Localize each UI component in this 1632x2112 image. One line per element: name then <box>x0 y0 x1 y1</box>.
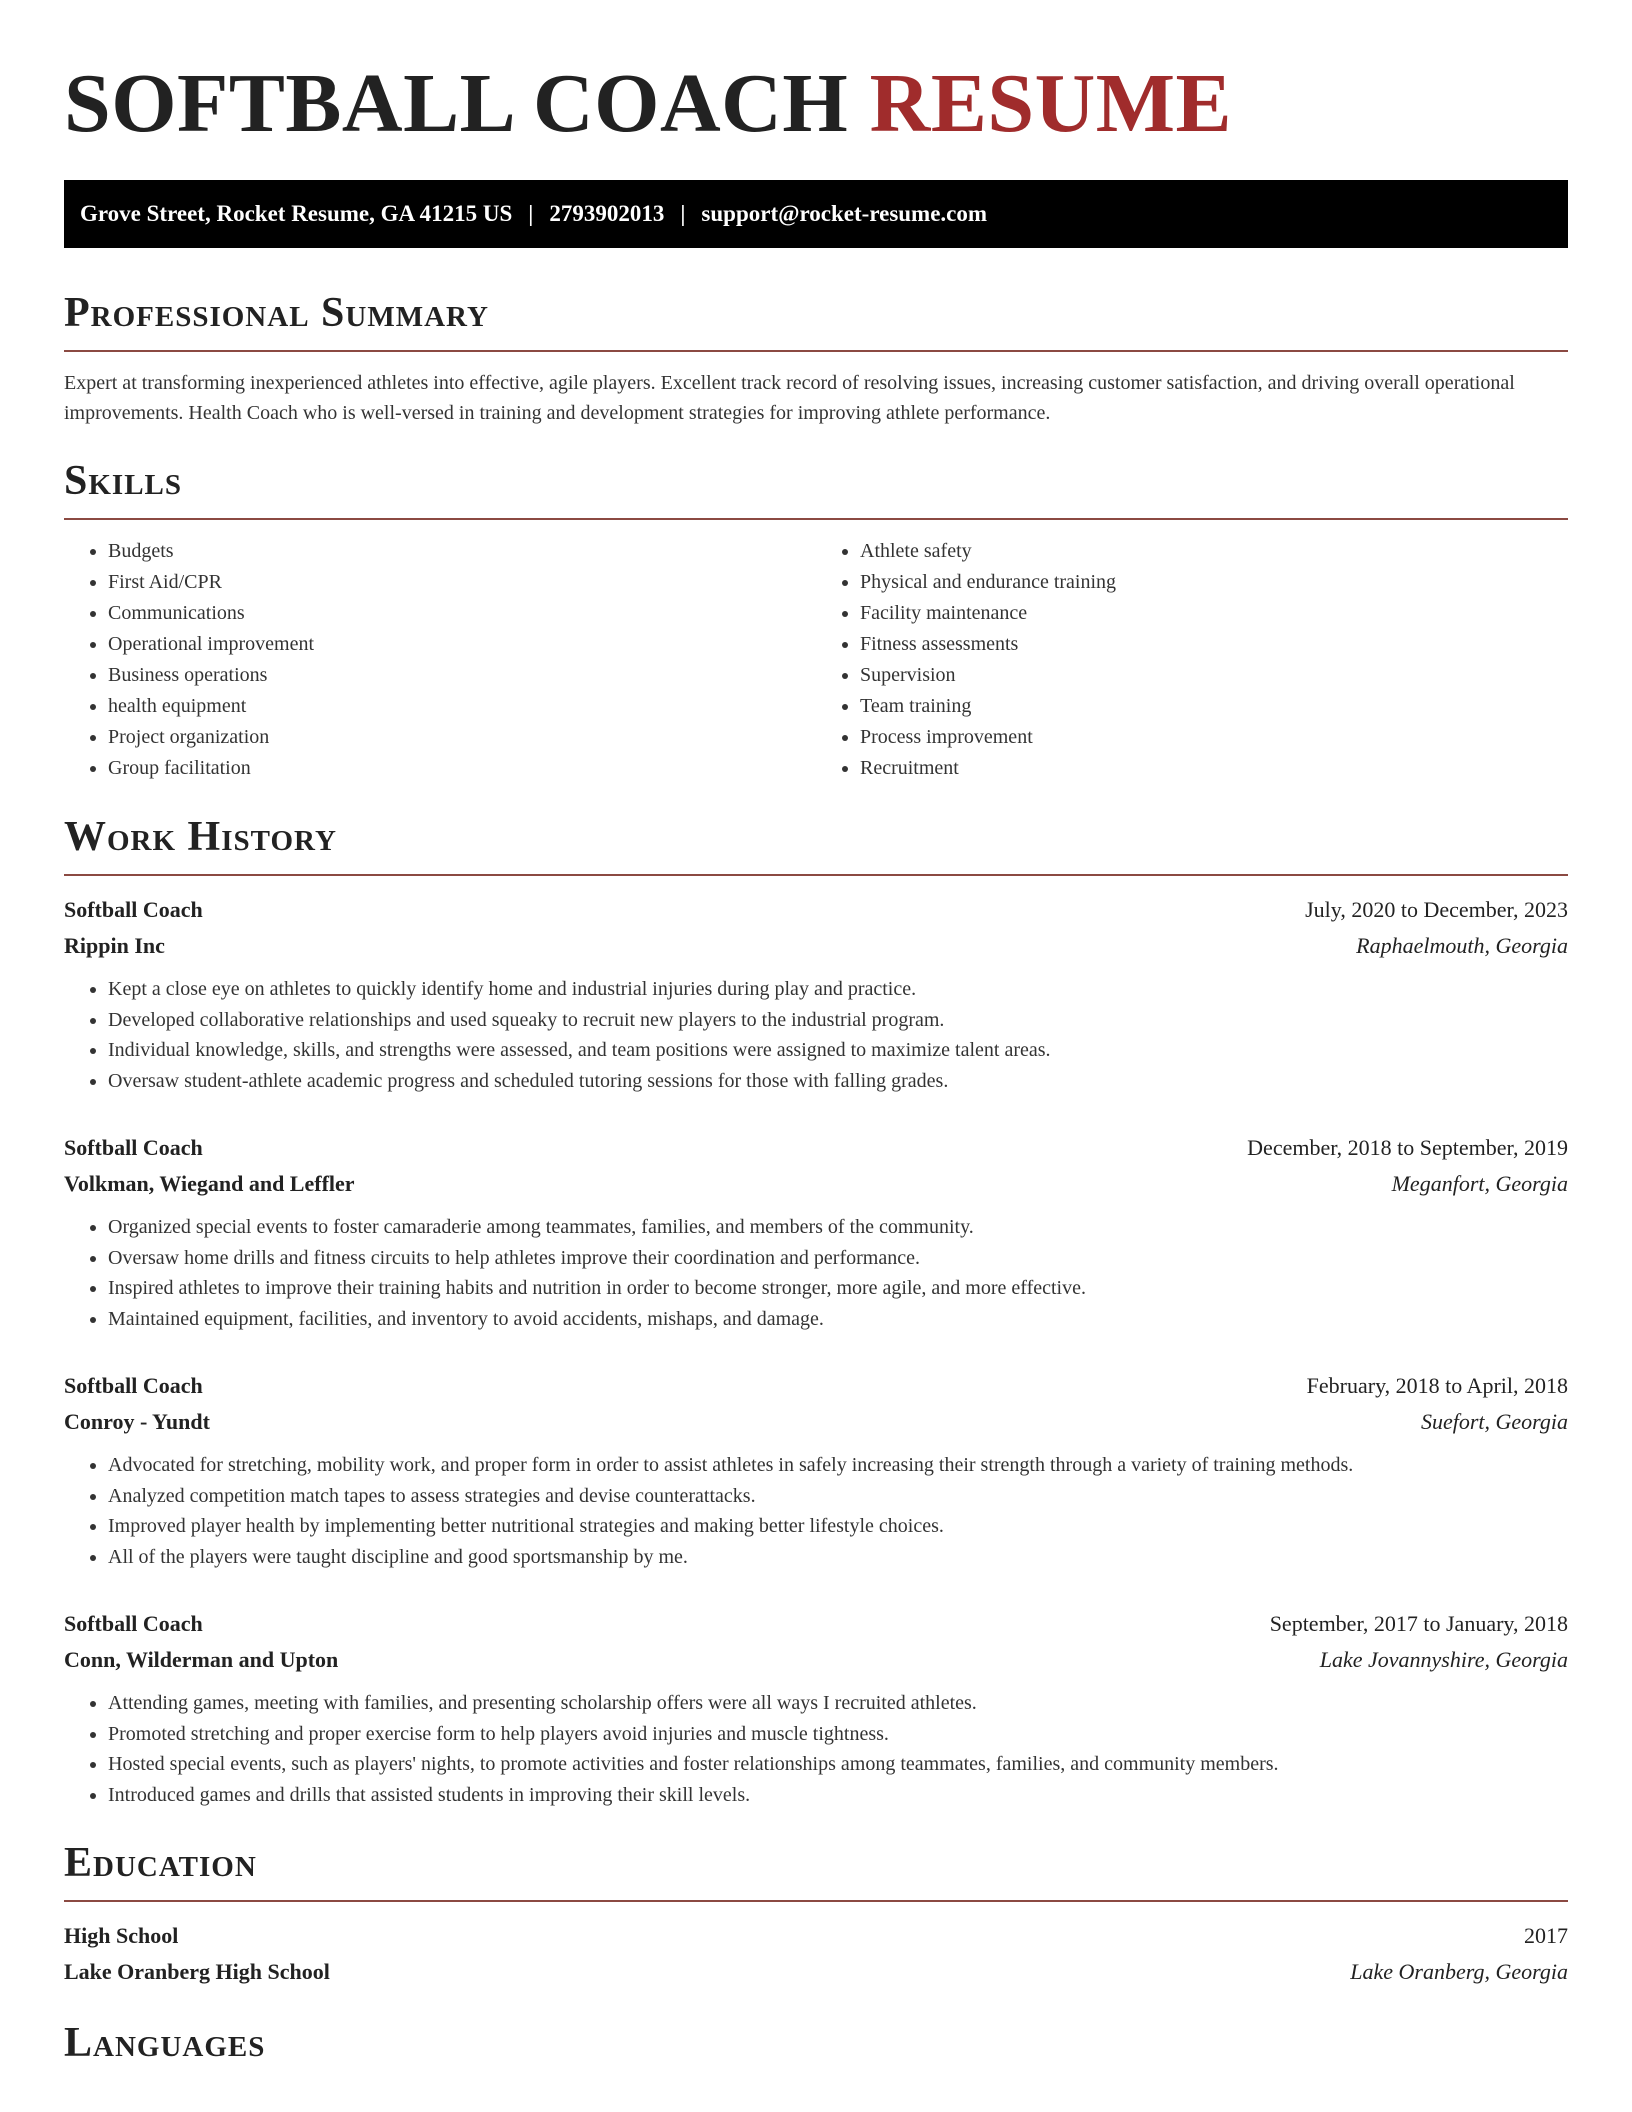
job-title: Softball Coach <box>64 1373 203 1398</box>
education-year: 2017 <box>1524 1923 1568 1948</box>
skill-item: • Group facilitation <box>108 753 816 784</box>
section-divider <box>64 1900 1568 1902</box>
job-entry <box>64 1130 1568 1334</box>
job-company: Conroy - Yundt <box>64 1409 210 1434</box>
languages-section <box>64 2018 1568 2068</box>
education-location: Lake Oranberg, Georgia <box>1350 1959 1568 1984</box>
job-title: Softball Coach <box>64 897 203 922</box>
education-section <box>64 1838 1568 1990</box>
job-location: Meganfort, Georgia <box>1391 1171 1568 1196</box>
job-bullet: • Promoted stretching and proper exercise form to help players avoid injuries and muscle tightness. <box>108 1719 1568 1750</box>
resume-title <box>64 0 1568 152</box>
contact-separator: | <box>528 201 534 226</box>
title-accent: RESUME <box>869 57 1233 150</box>
job-bullet: • Developed collaborative relationships and used squeaky to recruit new players to the industrial program. <box>108 1005 1568 1036</box>
job-bullet: • Hosted special events, such as players' nights, to promote activities and foster relationships among teammates, families, and community members. <box>108 1749 1568 1780</box>
job-bullet: • Inspired athletes to improve their training habits and nutrition in order to become stronger, more agile, and more effective. <box>108 1273 1568 1304</box>
section-divider <box>64 518 1568 520</box>
contact-phone: 2793902013 <box>549 201 665 226</box>
job-entry <box>64 1606 1568 1810</box>
section-heading-summary: Professional Summary <box>64 290 489 336</box>
job-entry <box>64 892 1568 1096</box>
job-entry <box>64 1368 1568 1572</box>
job-title: Softball Coach <box>64 1135 203 1160</box>
job-bullet: • Attending games, meeting with families, and presenting scholarship offers were all ways I recruited athletes. <box>108 1688 1568 1719</box>
skill-item: • Supervision <box>860 660 1568 691</box>
job-company: Rippin Inc <box>64 933 165 958</box>
job-company: Volkman, Wiegand and Leffler <box>64 1171 355 1196</box>
job-bullet: • Maintained equipment, facilities, and inventory to avoid accidents, mishaps, and damage. <box>108 1304 1568 1335</box>
section-divider <box>64 874 1568 876</box>
job-company: Conn, Wilderman and Upton <box>64 1647 339 1672</box>
contact-bar <box>64 180 1568 248</box>
section-heading-languages: Languages <box>64 2020 266 2066</box>
job-dates: December, 2018 to September, 2019 <box>1247 1135 1568 1160</box>
job-location: Raphaelmouth, Georgia <box>1356 933 1568 958</box>
skill-item: • Fitness assessments <box>860 629 1568 660</box>
job-bullet: • Kept a close eye on athletes to quickly identify home and industrial injuries during play and practice. <box>108 974 1568 1005</box>
contact-email: support@rocket-resume.com <box>701 201 988 226</box>
job-location: Lake Jovannyshire, Georgia <box>1319 1647 1568 1672</box>
job-title: Softball Coach <box>64 1611 203 1636</box>
job-bullet: • Oversaw student-athlete academic progress and scheduled tutoring sessions for those with falling grades. <box>108 1066 1568 1097</box>
skill-item: • Process improvement <box>860 722 1568 753</box>
job-bullet: • Individual knowledge, skills, and strengths were assessed, and team positions were assigned to maximize talent areas. <box>108 1035 1568 1066</box>
skills-section <box>64 456 1568 784</box>
job-bullet: • Analyzed competition match tapes to assess strategies and devise counterattacks. <box>108 1481 1568 1512</box>
contact-separator: | <box>680 201 686 226</box>
job-bullets <box>64 1450 1568 1572</box>
contact-address: Grove Street, Rocket Resume, GA 41215 US <box>80 201 513 226</box>
section-divider <box>64 350 1568 352</box>
job-bullet: • Advocated for stretching, mobility work, and proper form in order to assist athletes in safely increasing their strength through a variety of training methods. <box>108 1450 1568 1481</box>
section-heading-skills: Skills <box>64 458 183 504</box>
job-company-row <box>64 1404 1568 1440</box>
education-school-row <box>64 1954 1568 1990</box>
summary-section <box>64 288 1568 428</box>
skill-item: • Athlete safety <box>860 536 1568 567</box>
job-header-row <box>64 892 1568 928</box>
skill-item: • Operational improvement <box>108 629 816 660</box>
skills-grid <box>64 536 1568 784</box>
job-company-row <box>64 1642 1568 1678</box>
job-dates: September, 2017 to January, 2018 <box>1269 1611 1568 1636</box>
skills-list-right <box>816 536 1568 784</box>
skill-item: • Facility maintenance <box>860 598 1568 629</box>
education-header-row <box>64 1918 1568 1954</box>
skill-item: • Business operations <box>108 660 816 691</box>
skill-item: • Recruitment <box>860 753 1568 784</box>
education-entry <box>64 1918 1568 1990</box>
job-location: Suefort, Georgia <box>1420 1409 1568 1434</box>
section-heading-education: Education <box>64 1840 257 1886</box>
skill-item: • Budgets <box>108 536 816 567</box>
job-bullet: • Oversaw home drills and fitness circuits to help athletes improve their coordination and performance. <box>108 1243 1568 1274</box>
education-degree: High School <box>64 1923 179 1948</box>
job-company-row <box>64 1166 1568 1202</box>
job-header-row <box>64 1130 1568 1166</box>
job-header-row <box>64 1606 1568 1642</box>
education-school: Lake Oranberg High School <box>64 1959 330 1984</box>
job-bullets <box>64 974 1568 1096</box>
job-bullet: • Improved player health by implementing better nutritional strategies and making better lifestyle choices. <box>108 1511 1568 1542</box>
job-dates: February, 2018 to April, 2018 <box>1306 1373 1568 1398</box>
skill-item: • Communications <box>108 598 816 629</box>
skill-item: • Physical and endurance training <box>860 567 1568 598</box>
job-dates: July, 2020 to December, 2023 <box>1305 897 1568 922</box>
job-company-row <box>64 928 1568 964</box>
summary-text: Expert at transforming inexperienced athletes into effective, agile players. Excellent track record of resolving issues, increasing customer satisfaction, and driving overall operational improvements. Health Coach who is well-versed in training and development strategies for improving athlete performance. <box>64 372 1515 424</box>
skills-list-left <box>64 536 816 784</box>
skill-item: • health equipment <box>108 691 816 722</box>
job-bullet: • Introduced games and drills that assisted students in improving their skill levels. <box>108 1780 1568 1811</box>
skill-item: • First Aid/CPR <box>108 567 816 598</box>
work-history-section <box>64 812 1568 1810</box>
job-bullets <box>64 1688 1568 1810</box>
title-main: SOFTBALL COACH <box>64 57 849 150</box>
job-bullet: • All of the players were taught discipline and good sportsmanship by me. <box>108 1542 1568 1573</box>
job-bullets <box>64 1212 1568 1334</box>
job-bullet: • Organized special events to foster camaraderie among teammates, families, and members of the community. <box>108 1212 1568 1243</box>
skill-item: • Project organization <box>108 722 816 753</box>
skill-item: • Team training <box>860 691 1568 722</box>
section-heading-work-history: Work History <box>64 814 337 860</box>
job-header-row <box>64 1368 1568 1404</box>
